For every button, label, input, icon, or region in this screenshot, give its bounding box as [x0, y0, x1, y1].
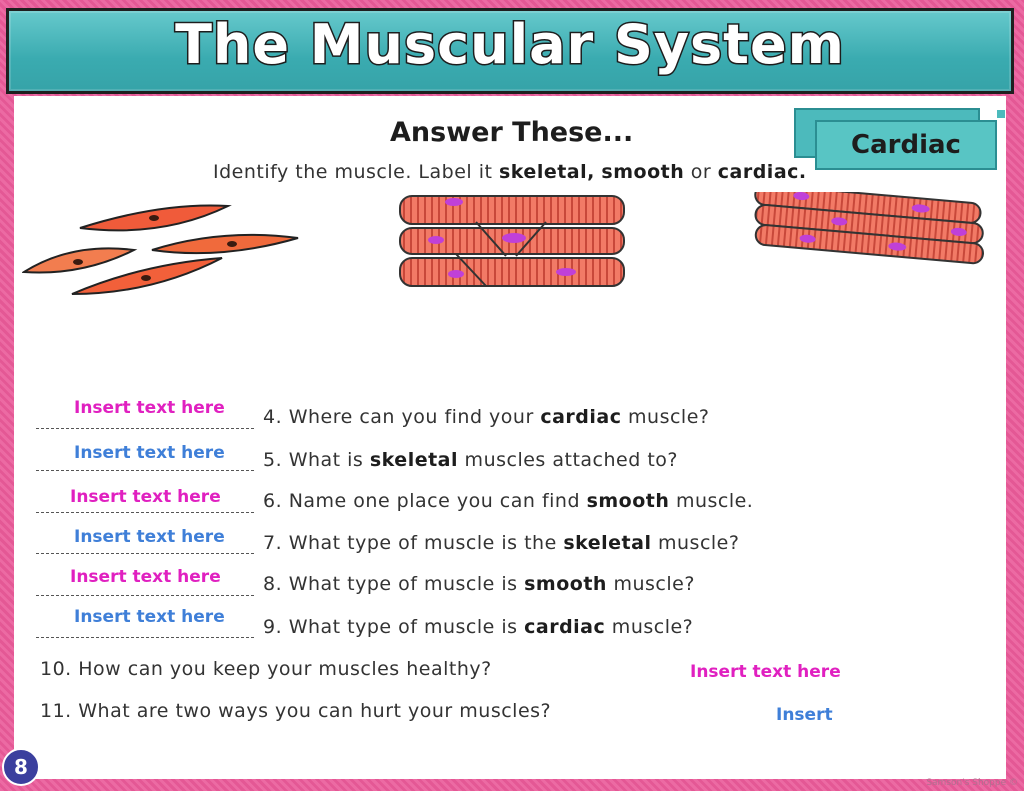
question-5-number: 5. — [263, 449, 283, 471]
question-6-number: 6. — [263, 490, 283, 512]
answer-line-8 — [36, 595, 254, 596]
question-8-end: muscle? — [606, 573, 695, 595]
question-10: 10. How can you keep your muscles healthy? — [40, 658, 492, 680]
answer-line-6 — [36, 512, 254, 513]
question-9 — [263, 616, 693, 638]
question-9-end: muscle? — [605, 616, 694, 638]
answer-field-4[interactable]: Insert text here — [74, 398, 225, 418]
answer-field-11[interactable]: Insert — [776, 705, 833, 725]
question-7-keyword: skeletal — [563, 532, 652, 554]
question-9-keyword: cardiac — [524, 616, 606, 638]
question-7-end: muscle? — [651, 532, 740, 554]
question-9-number: 9. — [263, 616, 283, 638]
answer-line-5 — [36, 470, 254, 471]
page-title: The Muscular System — [175, 13, 845, 76]
question-8 — [263, 573, 695, 595]
question-8-keyword: smooth — [524, 573, 607, 595]
instructions-smooth: smooth — [601, 161, 685, 183]
page-number-badge: 8 — [2, 748, 40, 786]
question-6 — [263, 490, 753, 512]
question-5 — [263, 449, 678, 471]
question-7-number: 7. — [263, 532, 283, 554]
question-7 — [263, 532, 739, 554]
answer-field-10[interactable]: Insert text here — [690, 662, 841, 682]
question-6-text: Name one place you can find — [288, 490, 587, 512]
answer-line-4 — [36, 428, 254, 429]
question-5-end: muscles attached to? — [458, 449, 678, 471]
question-5-keyword: skeletal — [369, 449, 459, 471]
cardiac-muscle-fibers-icon — [396, 192, 628, 290]
instructions-cardiac: cardiac. — [717, 161, 807, 183]
answer-field-6[interactable]: Insert text here — [70, 487, 221, 507]
answer-field-7[interactable]: Insert text here — [74, 527, 225, 547]
question-7-text: What type of muscle is the — [288, 532, 564, 554]
question-5-text: What is — [288, 449, 370, 471]
answer-line-9 — [36, 637, 254, 638]
section-heading: Answer These... — [390, 117, 634, 148]
question-4 — [263, 406, 709, 428]
instructions-or: or — [684, 161, 718, 183]
instructions — [213, 161, 807, 183]
answer-field-8[interactable]: Insert text here — [70, 567, 221, 587]
question-8-text: What type of muscle is — [288, 573, 525, 595]
skeletal-muscle-fibers-icon — [748, 192, 992, 282]
question-11: 11. What are two ways you can hurt your muscles? — [40, 700, 552, 722]
label-tag-text: Cardiac — [851, 130, 961, 160]
question-4-end: muscle? — [621, 406, 710, 428]
credit-text: Samson's Shoppe © — [926, 778, 1018, 788]
question-6-keyword: smooth — [586, 490, 670, 512]
answer-field-9[interactable]: Insert text here — [74, 607, 225, 627]
title-banner — [6, 8, 1014, 94]
answer-field-5[interactable]: Insert text here — [74, 443, 225, 463]
label-tag-cardiac[interactable] — [815, 120, 997, 170]
question-4-number: 4. — [263, 406, 283, 428]
instructions-skeletal: skeletal, — [499, 161, 595, 183]
question-9-text: What type of muscle is — [288, 616, 525, 638]
answer-line-7 — [36, 553, 254, 554]
question-8-number: 8. — [263, 573, 283, 595]
question-4-text: Where can you find your — [288, 406, 541, 428]
smooth-muscle-cells-icon — [22, 198, 302, 298]
question-6-end: muscle. — [669, 490, 754, 512]
question-4-keyword: cardiac — [540, 406, 622, 428]
instructions-prefix: Identify the muscle. Label it — [213, 161, 499, 183]
